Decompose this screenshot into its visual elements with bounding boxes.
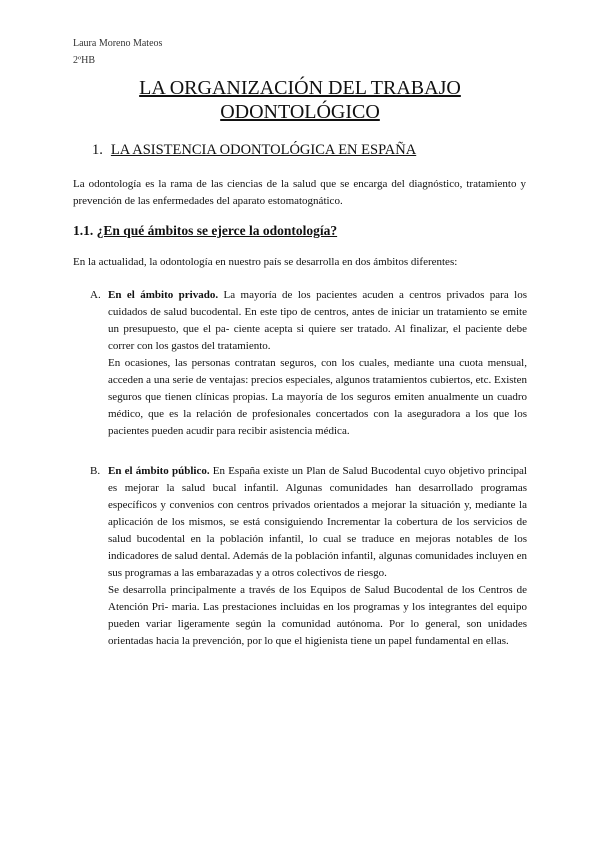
list-item-text: La mayoría de los pacientes acuden a centros privados para los cuidados de salud bucodental. En este tipo de centros, antes de iniciar un tratamiento se emite un presupuesto, que el pa- ciente acepta si quiere ser tratado. Al finalizar, el paciente debe correr con los gastos del tratamiento. xyxy=(108,289,527,352)
title-line-2: ODONTOLÓGICO xyxy=(220,101,380,123)
section-heading xyxy=(92,142,416,159)
subsection-title: ¿En qué ámbitos se ejerce la odontología? xyxy=(96,223,338,238)
list-marker: B. xyxy=(90,465,101,477)
title-line-1: LA ORGANIZACIÓN DEL TRABAJO xyxy=(139,77,461,99)
section-title: LA ASISTENCIA ODONTOLÓGICA EN ESPAÑA xyxy=(110,142,417,158)
author-name: Laura Moreno Mateos xyxy=(73,38,163,49)
intro-paragraph: La odontología es la rama de las ciencias de la salud que se encarga del diagnóstico, tratamiento y prevención de las enfermedades del aparato estomatognático. xyxy=(73,178,526,207)
list-item-heading: En el ámbito privado. xyxy=(108,289,219,301)
subsection-number: 1.1. xyxy=(73,223,94,238)
section-number: 1. xyxy=(92,142,103,158)
subsection-heading xyxy=(73,223,337,239)
page-title xyxy=(60,76,540,124)
list-marker: A. xyxy=(90,289,101,301)
list-item-private xyxy=(90,287,527,440)
list-item-heading: En el ámbito público. xyxy=(108,465,210,477)
lead-paragraph: En la actualidad, la odontología en nuestro país se desarrolla en dos ámbitos diferentes: xyxy=(73,256,458,268)
list-item-paragraph xyxy=(108,463,527,582)
list-item-paragraph-2: Se desarrolla principalmente a través de los Equipos de Salud Bucodental de los Centros de Atención Pri- maria. Las prestaciones incluidas en los programas y los integrantes del equipo pueden variar ligeramente según la comunidad autónoma. Por lo general, son unidades orientadas hacia la prevención, por lo que el higienista tiene un papel fundamental en ellas. xyxy=(108,584,527,647)
list-item-body xyxy=(108,463,527,650)
list-item-public xyxy=(90,463,527,650)
list-item-paragraph xyxy=(108,287,527,355)
list-item-body xyxy=(108,287,527,440)
list-item-text: En España existe un Plan de Salud Bucodental cuyo objetivo principal es mejorar la salud bucal infantil. Algunas comunidades han desarrollado programas específicos y convenios con centros privados orientados a mejorar la situación y, mediante la aplicación de los mismos, se está consiguiendo Incrementar la cobertura de los servicios de salud bucodental en la población infantil, lo cual se traduce en mejoras notables de los indicadores de salud dental. Además de la población infantil, algunas comunidades incluyen en sus programas a las embarazadas y a otros colectivos de riesgo. xyxy=(108,465,527,579)
list-item-paragraph-2: En ocasiones, las personas contratan seguros, con los cuales, mediante una cuota mensual, acceden a una serie de ventajas: precios especiales, algunos tratamientos cubiertos, etc. Existen seguros que tienen clínicas propias. La mayoría de los seguros emiten anualmente un cuadro médico, que es la relación de profesionales concertados con la aseguradora a los que los pacientes pueden acudir para recibir asistencia médica. xyxy=(108,357,527,437)
class-group: 2ºHB xyxy=(73,55,95,66)
